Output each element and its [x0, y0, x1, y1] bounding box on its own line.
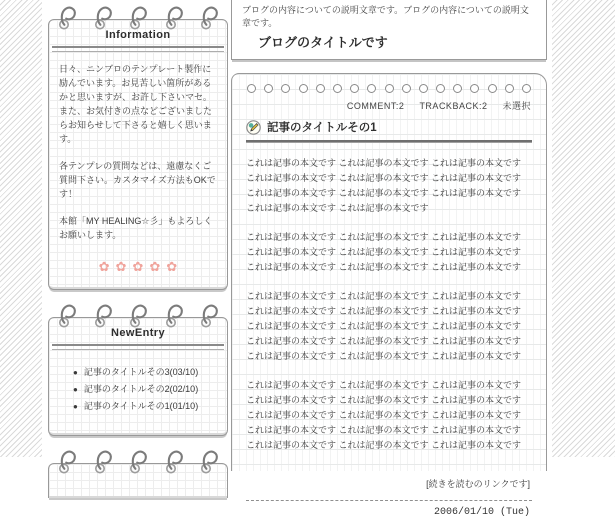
category-link[interactable]: 未選択: [502, 101, 531, 111]
spiral-ring-icon: [92, 302, 114, 329]
spiral-ring-icon: [56, 4, 78, 31]
binder-holes: [246, 84, 532, 93]
new-entry-item[interactable]: [73, 364, 221, 381]
spiral-ring-icon: [163, 302, 185, 329]
binder-hole-icon: [247, 84, 256, 93]
entry-paragraph: これは記事の本文です これは記事の本文です これは記事の本文です これは記事の本文です これは記事の本文です これは記事の本文です これは記事の本文です これは記事の本文です これは記事の本文です これは記事の本文です これは記事の本文です これは記事の本文です これは記事の本文です これは記事の本文です これは記事の本文です: [246, 380, 522, 450]
spiral-rings: [48, 448, 228, 475]
spiral-ring-icon: [163, 4, 185, 31]
spiral-rings: [48, 4, 228, 31]
entry-footer: [246, 490, 532, 523]
left-hatch-decoration: [0, 0, 42, 457]
spiral-ring-icon: [198, 302, 220, 329]
spiral-ring-icon: [198, 448, 220, 475]
third-panel-cutoff: [48, 448, 228, 498]
info-paragraph: 各テンプレの質問などは、遠慮なくご質問下さい。カスタマイズ方法もOKです！: [59, 161, 216, 199]
entry-paragraph: これは記事の本文です これは記事の本文です これは記事の本文です これは記事の本文です これは記事の本文です これは記事の本文です これは記事の本文です これは記事の本文です これは記事の本文です これは記事の本文です これは記事の本文です これは記事の本文です これは記事の本文です これは記事の本文です これは記事の本文です: [246, 291, 522, 361]
binder-hole-icon: [350, 84, 359, 93]
flower-icon: ✿: [132, 259, 144, 274]
new-entry-link[interactable]: 記事のタイトルその1(01/10): [83, 401, 199, 411]
blog-header: [231, 0, 547, 60]
entry-paragraph: これは記事の本文です これは記事の本文です これは記事の本文です これは記事の本文です これは記事の本文です これは記事の本文です これは記事の本文です これは記事の本文です これは記事の本文です これは記事の本文です これは記事の本文です: [246, 158, 522, 213]
flower-icon: ✿: [98, 259, 110, 274]
right-hatch-decoration: [552, 0, 615, 457]
binder-hole-icon: [470, 84, 479, 93]
spiral-ring-icon: [56, 302, 78, 329]
spiral-ring-icon: [198, 4, 220, 31]
flower-icons-row: [49, 255, 227, 289]
info-paragraph: 日々、ニンブロのテンプレート製作に励んでいます。お見苦しい箇所があるかと思いますが、お許し下さいマセ。また、お気付きの点などございましたらお知らせして下さると嬉しく思います。: [59, 64, 213, 144]
flower-icon: ✿: [166, 259, 178, 274]
info-text: [49, 52, 227, 255]
binder-hole-icon: [333, 84, 342, 93]
dashed-divider: [246, 500, 532, 501]
new-entry-panel: [48, 302, 228, 436]
new-entry-link[interactable]: 記事のタイトルその2(02/10): [83, 384, 199, 394]
read-more-link[interactable]: [続きを読むのリンクです]: [426, 479, 530, 489]
entry-paragraph: これは記事の本文です これは記事の本文です これは記事の本文です これは記事の本文です これは記事の本文です これは記事の本文です これは記事の本文です これは記事の本文です これは記事の本文です: [246, 232, 522, 272]
binder-hole-icon: [299, 84, 308, 93]
entry-date: 2006/01/10 (Tue): [433, 507, 530, 518]
new-entry-list: [49, 350, 227, 435]
main-column: [231, 0, 547, 518]
pencil-icon: [246, 120, 261, 135]
blog-title[interactable]: ブログのタイトルです: [258, 35, 388, 50]
spiral-ring-icon: [92, 448, 114, 475]
binder-hole-icon: [316, 84, 325, 93]
binder-hole-icon: [453, 84, 462, 93]
info-panel: [48, 4, 228, 290]
binder-hole-icon: [264, 84, 273, 93]
comment-link[interactable]: COMMENT:2: [346, 101, 405, 111]
spiral-ring-icon: [56, 448, 78, 475]
flower-icon: ✿: [149, 259, 161, 274]
blog-description: ブログの内容についての説明文章です。ブログの内容についての説明文章です。: [242, 5, 529, 28]
binder-hole-icon: [402, 84, 411, 93]
new-entry-item[interactable]: [73, 398, 221, 415]
info-box: [48, 19, 228, 290]
new-entry-item[interactable]: [73, 381, 221, 398]
spiral-ring-icon: [92, 4, 114, 31]
flower-icon: ✿: [115, 259, 127, 274]
binder-hole-icon: [436, 84, 445, 93]
entry-panel: [231, 73, 547, 518]
entry-title-row: [246, 119, 532, 135]
spiral-rings: [48, 302, 228, 329]
entry-title-rule: [246, 140, 532, 143]
binder-hole-icon: [505, 84, 514, 93]
spiral-ring-icon: [127, 4, 149, 31]
binder-hole-icon: [385, 84, 394, 93]
binder-hole-icon: [367, 84, 376, 93]
sidebar: [48, 4, 228, 498]
binder-hole-icon: [488, 84, 497, 93]
entry-meta: [246, 99, 531, 112]
binder-hole-icon: [419, 84, 428, 93]
binder-hole-icon: [281, 84, 290, 93]
bullet-icon: ●: [73, 368, 78, 377]
new-entry-link[interactable]: 記事のタイトルその3(03/10): [83, 367, 199, 377]
new-entry-title: NewEntry: [111, 327, 165, 339]
info-paragraph: 本館「MY HEALING☆彡」もよろしくお願いします。: [59, 216, 213, 240]
new-entry-box: [48, 317, 228, 436]
spiral-ring-icon: [127, 302, 149, 329]
bullet-icon: ●: [73, 385, 78, 394]
binder-hole-icon: [522, 84, 531, 93]
bullet-icon: ●: [73, 402, 78, 411]
entry-body: [246, 156, 532, 467]
trackback-link[interactable]: TRACKBACK:2: [419, 101, 488, 111]
spiral-ring-icon: [127, 448, 149, 475]
spiral-ring-icon: [163, 448, 185, 475]
info-title: Information: [105, 29, 171, 41]
entry-title[interactable]: 記事のタイトルその1: [267, 122, 377, 134]
